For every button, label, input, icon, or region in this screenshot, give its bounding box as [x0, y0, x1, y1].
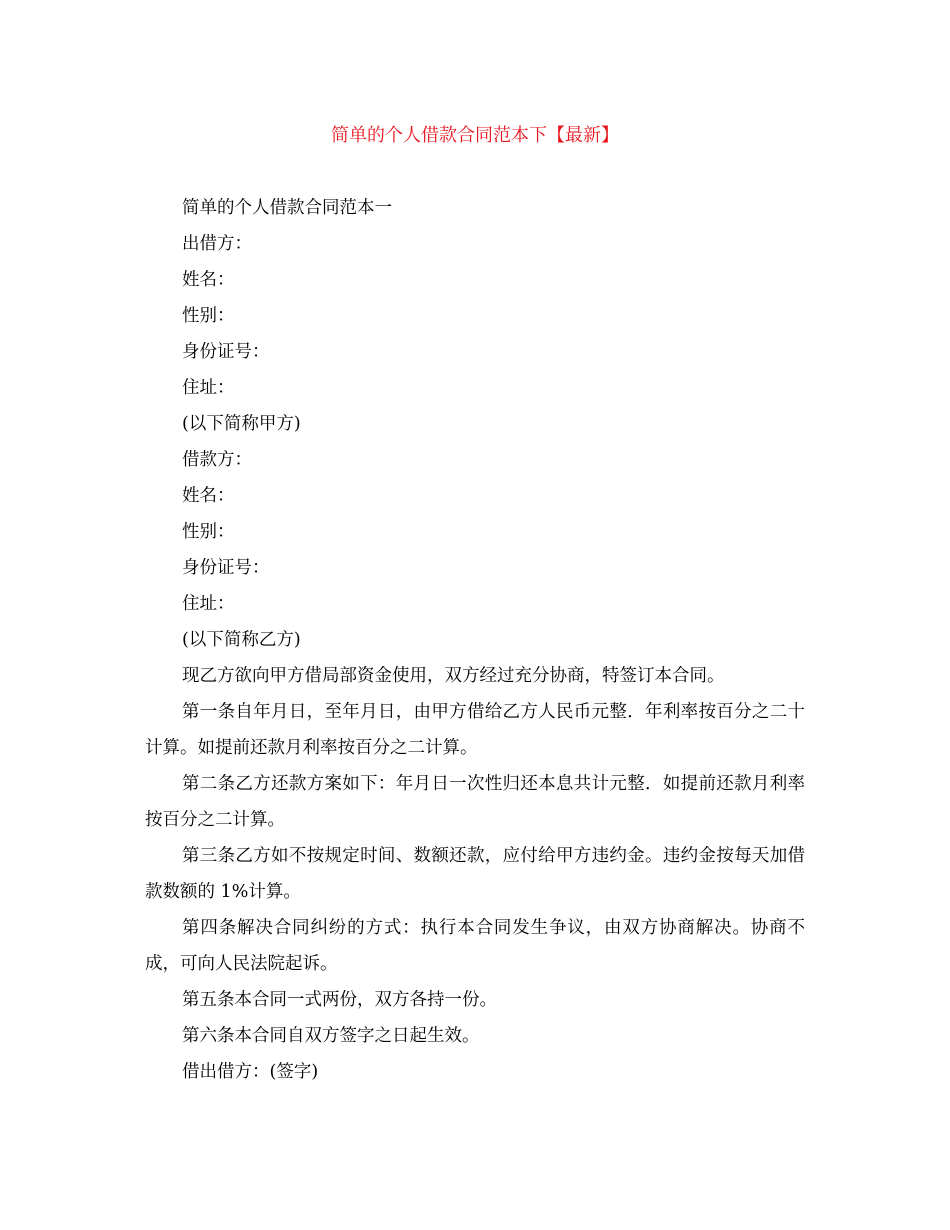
lender-signature-line: 借出借方：(签字) [182, 1062, 319, 1082]
lender-id-field: 身份证号： [182, 342, 270, 362]
borrower-alias-note: (以下简称乙方) [182, 630, 301, 650]
article-1: 第一条自年月日，至年月日，由甲方借给乙方人民币元整．年利率按百分之二十计算。如提前还款月利率按百分之二计算。 [145, 702, 805, 758]
article-3: 第三条乙方如不按规定时间、数额还款，应付给甲方违约金。违约金按每天加借款数额的 1%计算。 [145, 846, 805, 902]
lender-alias-note: (以下简称甲方) [182, 414, 301, 434]
document-title: 简单的个人借款合同范本下【最新】 [331, 125, 619, 146]
lender-name-field: 姓名： [182, 270, 235, 290]
lender-gender-field: 性别： [182, 306, 235, 326]
document-body [145, 190, 805, 1090]
lender-label: 出借方： [182, 234, 252, 254]
article-5: 第五条本合同一式两份，双方各持一份。 [182, 990, 497, 1010]
heading-line: 简单的个人借款合同范本一 [182, 198, 392, 218]
lender-address-field: 住址： [182, 378, 235, 398]
borrower-id-field: 身份证号： [182, 558, 270, 578]
borrower-gender-field: 性别： [182, 522, 235, 542]
article-2: 第二条乙方还款方案如下：年月日一次性归还本息共计元整．如提前还款月利率按百分之二计算。 [145, 774, 805, 830]
borrower-label: 借款方： [182, 450, 252, 470]
article-4: 第四条解决合同纠纷的方式：执行本合同发生争议，由双方协商解决。协商不成，可向人民法院起诉。 [145, 918, 805, 974]
borrower-address-field: 住址： [182, 594, 235, 614]
borrower-name-field: 姓名： [182, 486, 235, 506]
intro-paragraph: 现乙方欲向甲方借局部资金使用，双方经过充分协商，特签订本合同。 [182, 666, 725, 686]
article-6: 第六条本合同自双方签字之日起生效。 [182, 1026, 480, 1046]
